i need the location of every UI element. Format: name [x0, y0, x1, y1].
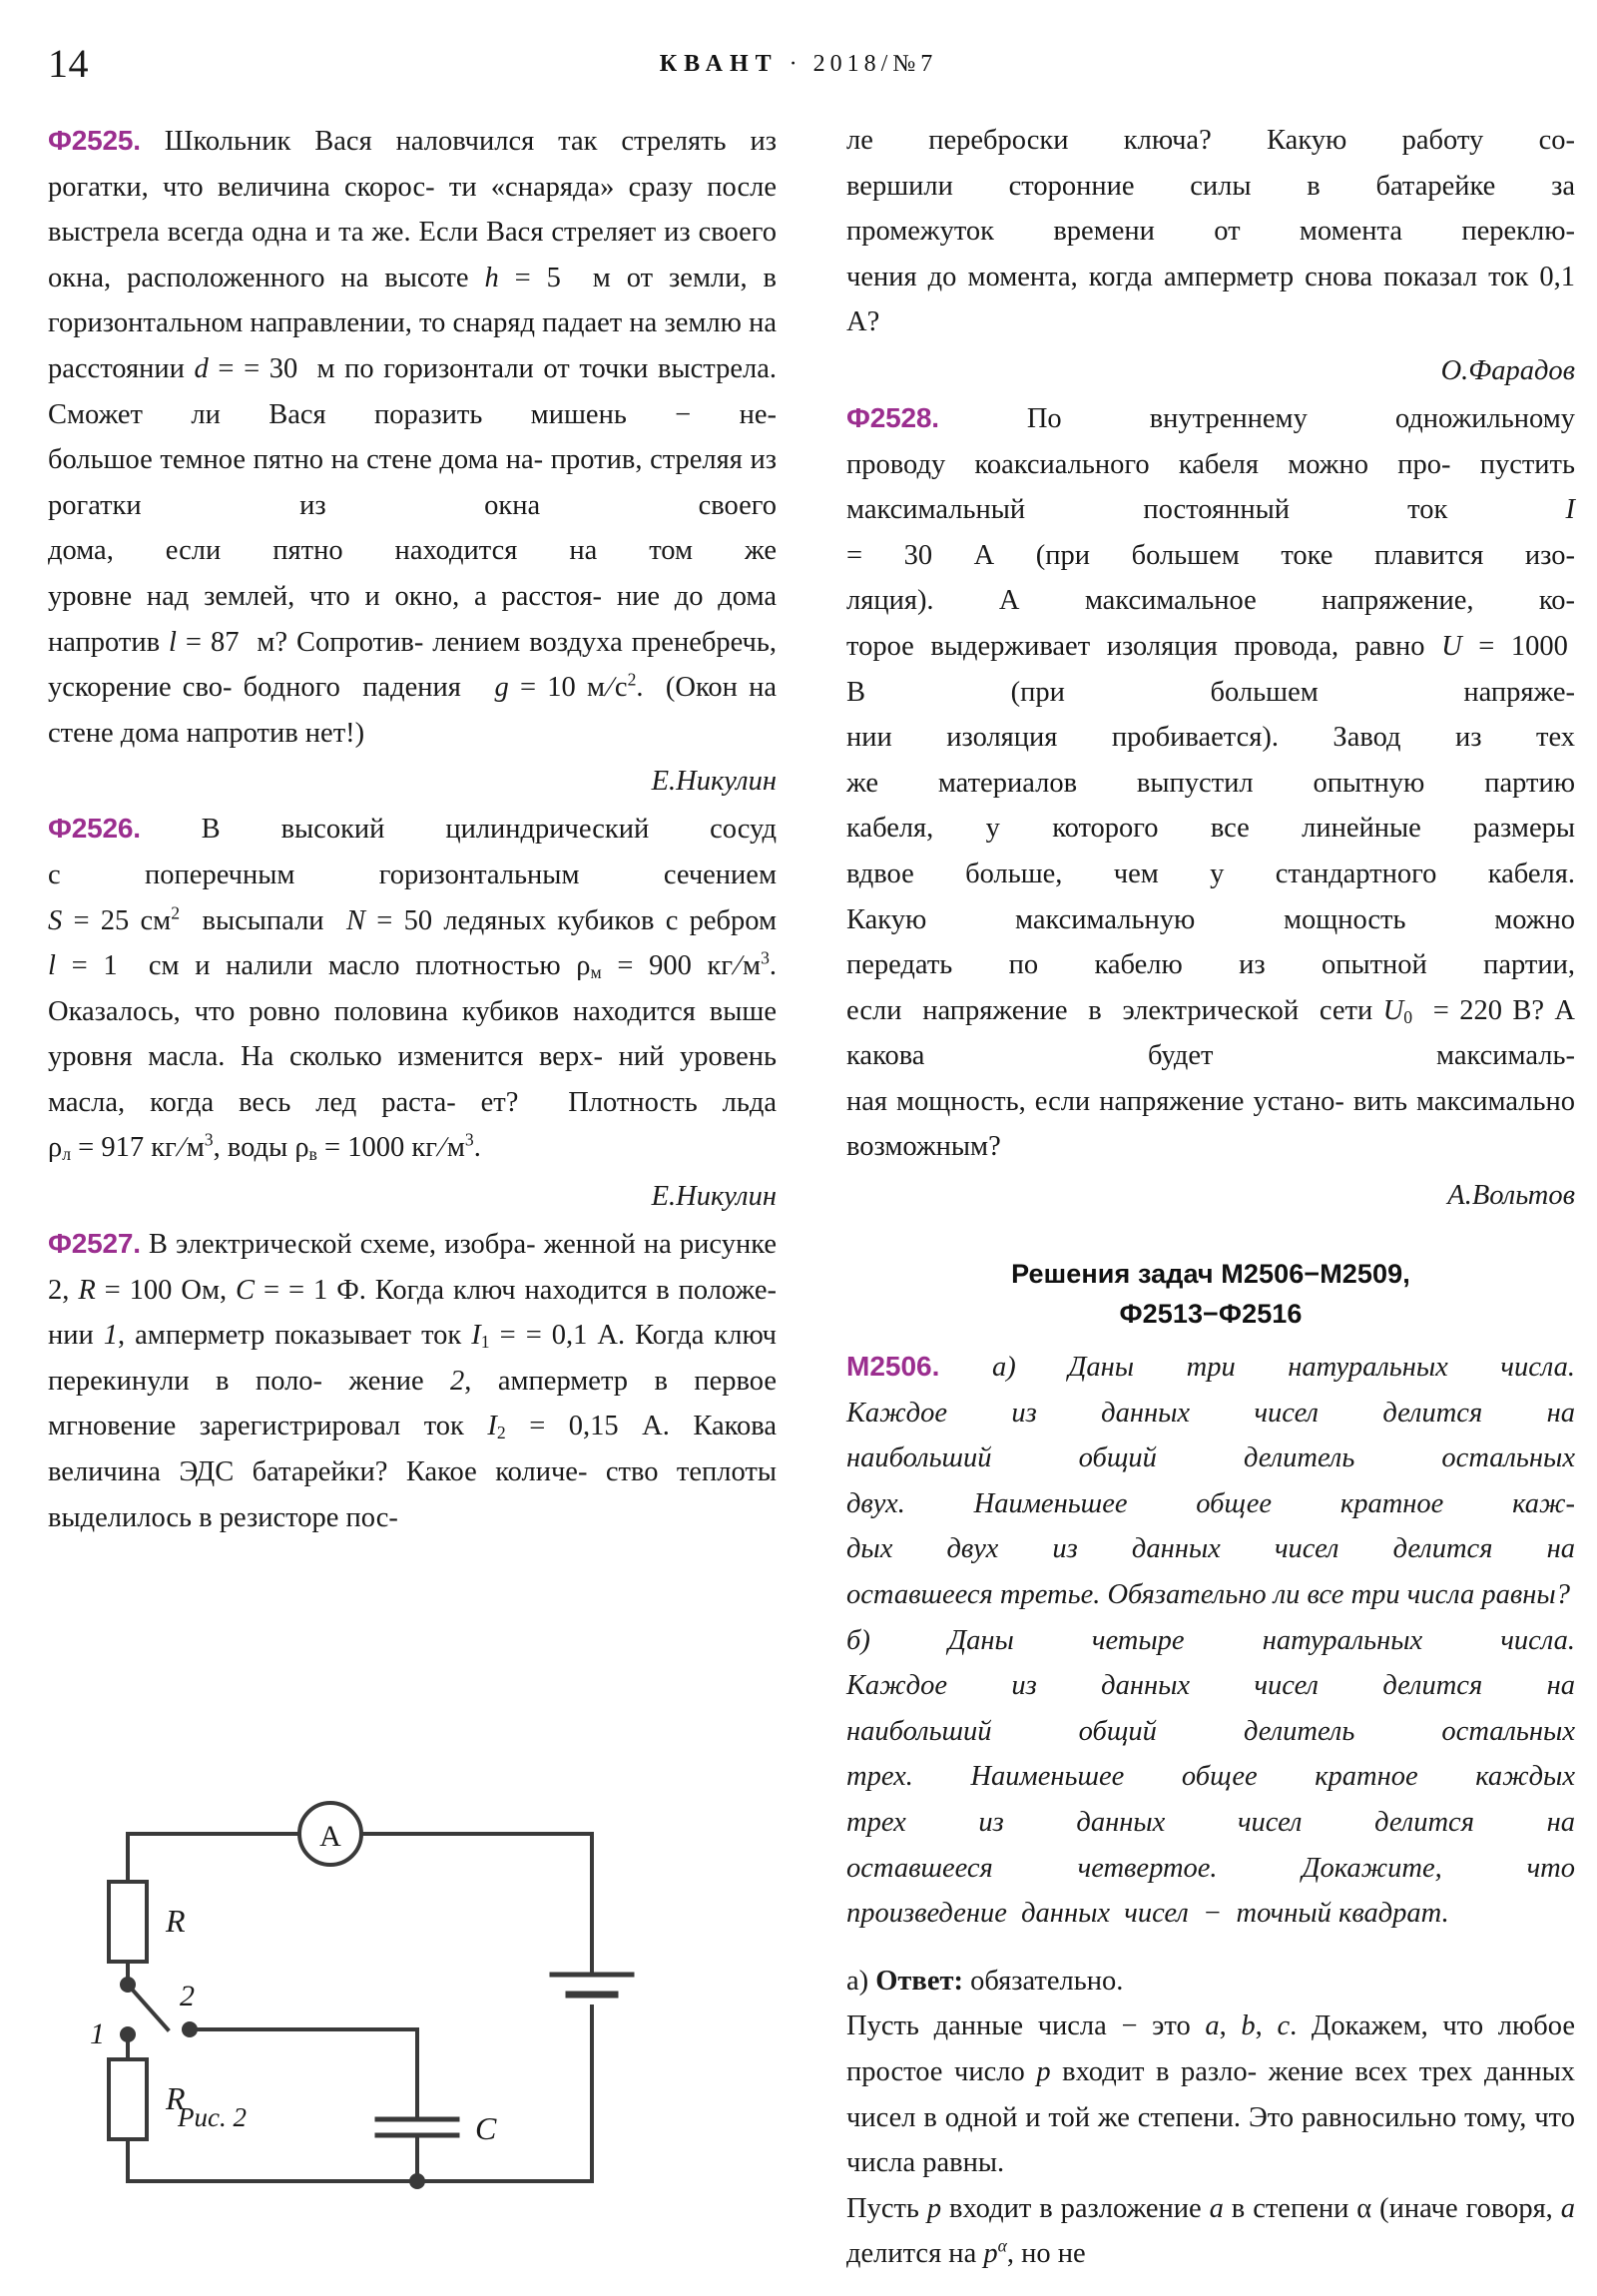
contact-2-dot [182, 2021, 198, 2037]
resistor-top-label: R [166, 1903, 186, 1939]
journal-separator: · [789, 51, 802, 77]
capacitor-label: C [475, 2110, 497, 2146]
ammeter-label: A [319, 1820, 341, 1853]
solution-m2506-answer [846, 1959, 1575, 2005]
problem-f2528: Ф2528. По внутреннему одножильному проводу коаксиального кабеля можно про- пустить максимальный постоянный ток I = 30 А (при большем токе плавится изо- ляция). А максимальное напряжение, ко- торое выдерживает изоляция провода, равно U = 1000 В (при большем напряже- нии изоляция пробивается). Завод из тех же материалов выпустил опытную партию кабеля, у которого все линейные размеры вдвое больше, чем у стандартного кабеля. Какую максимальную мощность можно передать по кабелю из опытной партии, если напряжение в электрической сети $U_0 = 220$ В? А какова будет максималь- ная мощность, если напряжение устано- вить максимально возможным? [846, 401, 1575, 1163]
problem-label-f2525: Ф2525. [48, 125, 141, 156]
journal-name: КВАНТ [659, 51, 779, 77]
author-f2528: А.Вольтов [1447, 1180, 1575, 1212]
author-f2526: Е.Никулин [651, 1181, 777, 1213]
contact-2-label: 2 [180, 1980, 195, 2012]
page-number: 14 [48, 41, 89, 86]
solution-m2506-statement: М2506. а) Даны три натуральных числа. Каждое из данных чисел делится на наибольший общий делитель остальных двух. Наименьшее общее кратное каж- дых двух из данных чисел делится на оставшееся третье. Обязательно ли все три числа равны? [846, 1351, 1576, 1611]
left-column [48, 118, 777, 1540]
problem-label-f2528: Ф2528. [846, 401, 939, 433]
right-column [846, 118, 1575, 2277]
answer-value: обязательно. [970, 1965, 1124, 1997]
resistor-bottom-label: R [166, 2080, 186, 2116]
journal-issue: 2018/№7 [812, 51, 938, 77]
contact-1-label: 1 [90, 2017, 105, 2050]
solutions-heading-line-2: Ф2513−Ф2516 [1119, 1299, 1303, 1330]
running-head [0, 40, 1597, 88]
resistor-bottom-body [109, 2059, 147, 2139]
solution-m2506-statement-b: б) Даны четыре натуральных числа. Каждое из данных чисел делится на наибольший общий делитель остальных трех. Наименьшее общее кратное каждых трех из данных чисел делится на оставшееся четвертое. Докажите, что произведение данных чисел − точный квадрат. [846, 1624, 1575, 1930]
solution-m2506-body: Пусть данные числа − это a, b, c. Докажем, что любое простое число p входит в разло- жение всех трех данных чисел в одной и той же степени. Это равносильно тому, что числа равны. Пусть p входит в разложение a в степени α (иначе говоря, a делится на $p^\alpha$, но не [846, 2010, 1575, 2270]
solutions-heading-line-1: Решения задач М2506−М2509, [1011, 1259, 1410, 1290]
figure-caption: Рис. 2 [178, 2102, 247, 2132]
answer-part-letter: а) [846, 1965, 869, 1997]
problem-label-f2526: Ф2526. [48, 813, 141, 845]
contact-1-dot [120, 2026, 136, 2042]
problem-f2527: Ф2527. В электрической схеме, изобра- женной на рисунке 2, R = 100 Ом, C = = 1 Ф. Когда ключ находится в положе- нии 1, амперметр показывает ток $I_1$ = = 0,1 А. Когда ключ перекинули в поло- жение 2, амперметр в первое мгновение зарегистрировал ток $I_2 = 0,15$ А. Какова величина ЭДС батарейки? Какое количе- ство теплоты выделилось в резисторе пос- [48, 1228, 778, 1533]
problem-f2527-continued: ле переброски ключа? Какую работу со- вершили сторонние силы в батарейке за промежуток времени от момента переклю- чения до момента, когда амперметр снова показал ток 0,1 А? [846, 125, 1575, 338]
problem-f2526: Ф2526. В высокий цилиндрический сосуд с поперечным горизонтальным сечением S = 25 $см^2$ высыпали N = 50 ледяных кубиков с ребром l = 1 см и налили масло плотностью $\rho_м = 900$ $кг/м^3$. Оказалось, что ровно половина кубиков находится выше уровня масла. На сколько изменится верх- ний уровень масла, когда весь лед раста- ет? Плотность льда $\rho_л = 917$ $кг/м^3$, воды $\rho_в = 1000$ $кг/м^3$. [48, 813, 778, 1165]
resistor-top-body [109, 1882, 147, 1962]
journal-title-line [0, 48, 1597, 80]
author-f2525: Е.Никулин [651, 766, 777, 798]
switch-pivot-dot [120, 1977, 136, 1993]
circuit-figure [48, 1792, 777, 2146]
author-f2527: О.Фарадов [1440, 354, 1575, 386]
solutions-section-heading [846, 1254, 1575, 1334]
switch-blade [128, 1985, 168, 2029]
problem-f2525: Ф2525. Школьник Вася наловчился так стрелять из рогатки, что величина скорос- ти «снаряда» сразу после выстрела всегда одна и та же. Если Вася стреляет из своего окна, расположенного на высоте h = 5 м от земли, в горизонтальном направлении, то снаряд падает на землю на расстоянии d = = 30 м по горизонтали от точки выстрела. Сможет ли Вася поразить мишень − не- большое темное пятно на стене дома на- против, стреляя из рогатки из окна своего дома, если пятно находится на том же уровне над землей, что и окно, а расстоя- ние до дома напротив l = 87 м? Сопротив- лением воздуха пренебречь, ускорение сво- бодного падения g = 10 $м/с^2$. (Окон на стене дома напротив нет!) [48, 125, 777, 749]
junction-dot-bottom [409, 2173, 425, 2189]
answer-label: Ответ: [875, 1965, 963, 1997]
problem-label-f2527: Ф2527. [48, 1228, 141, 1260]
solution-label-m2506: М2506. [846, 1351, 940, 1383]
